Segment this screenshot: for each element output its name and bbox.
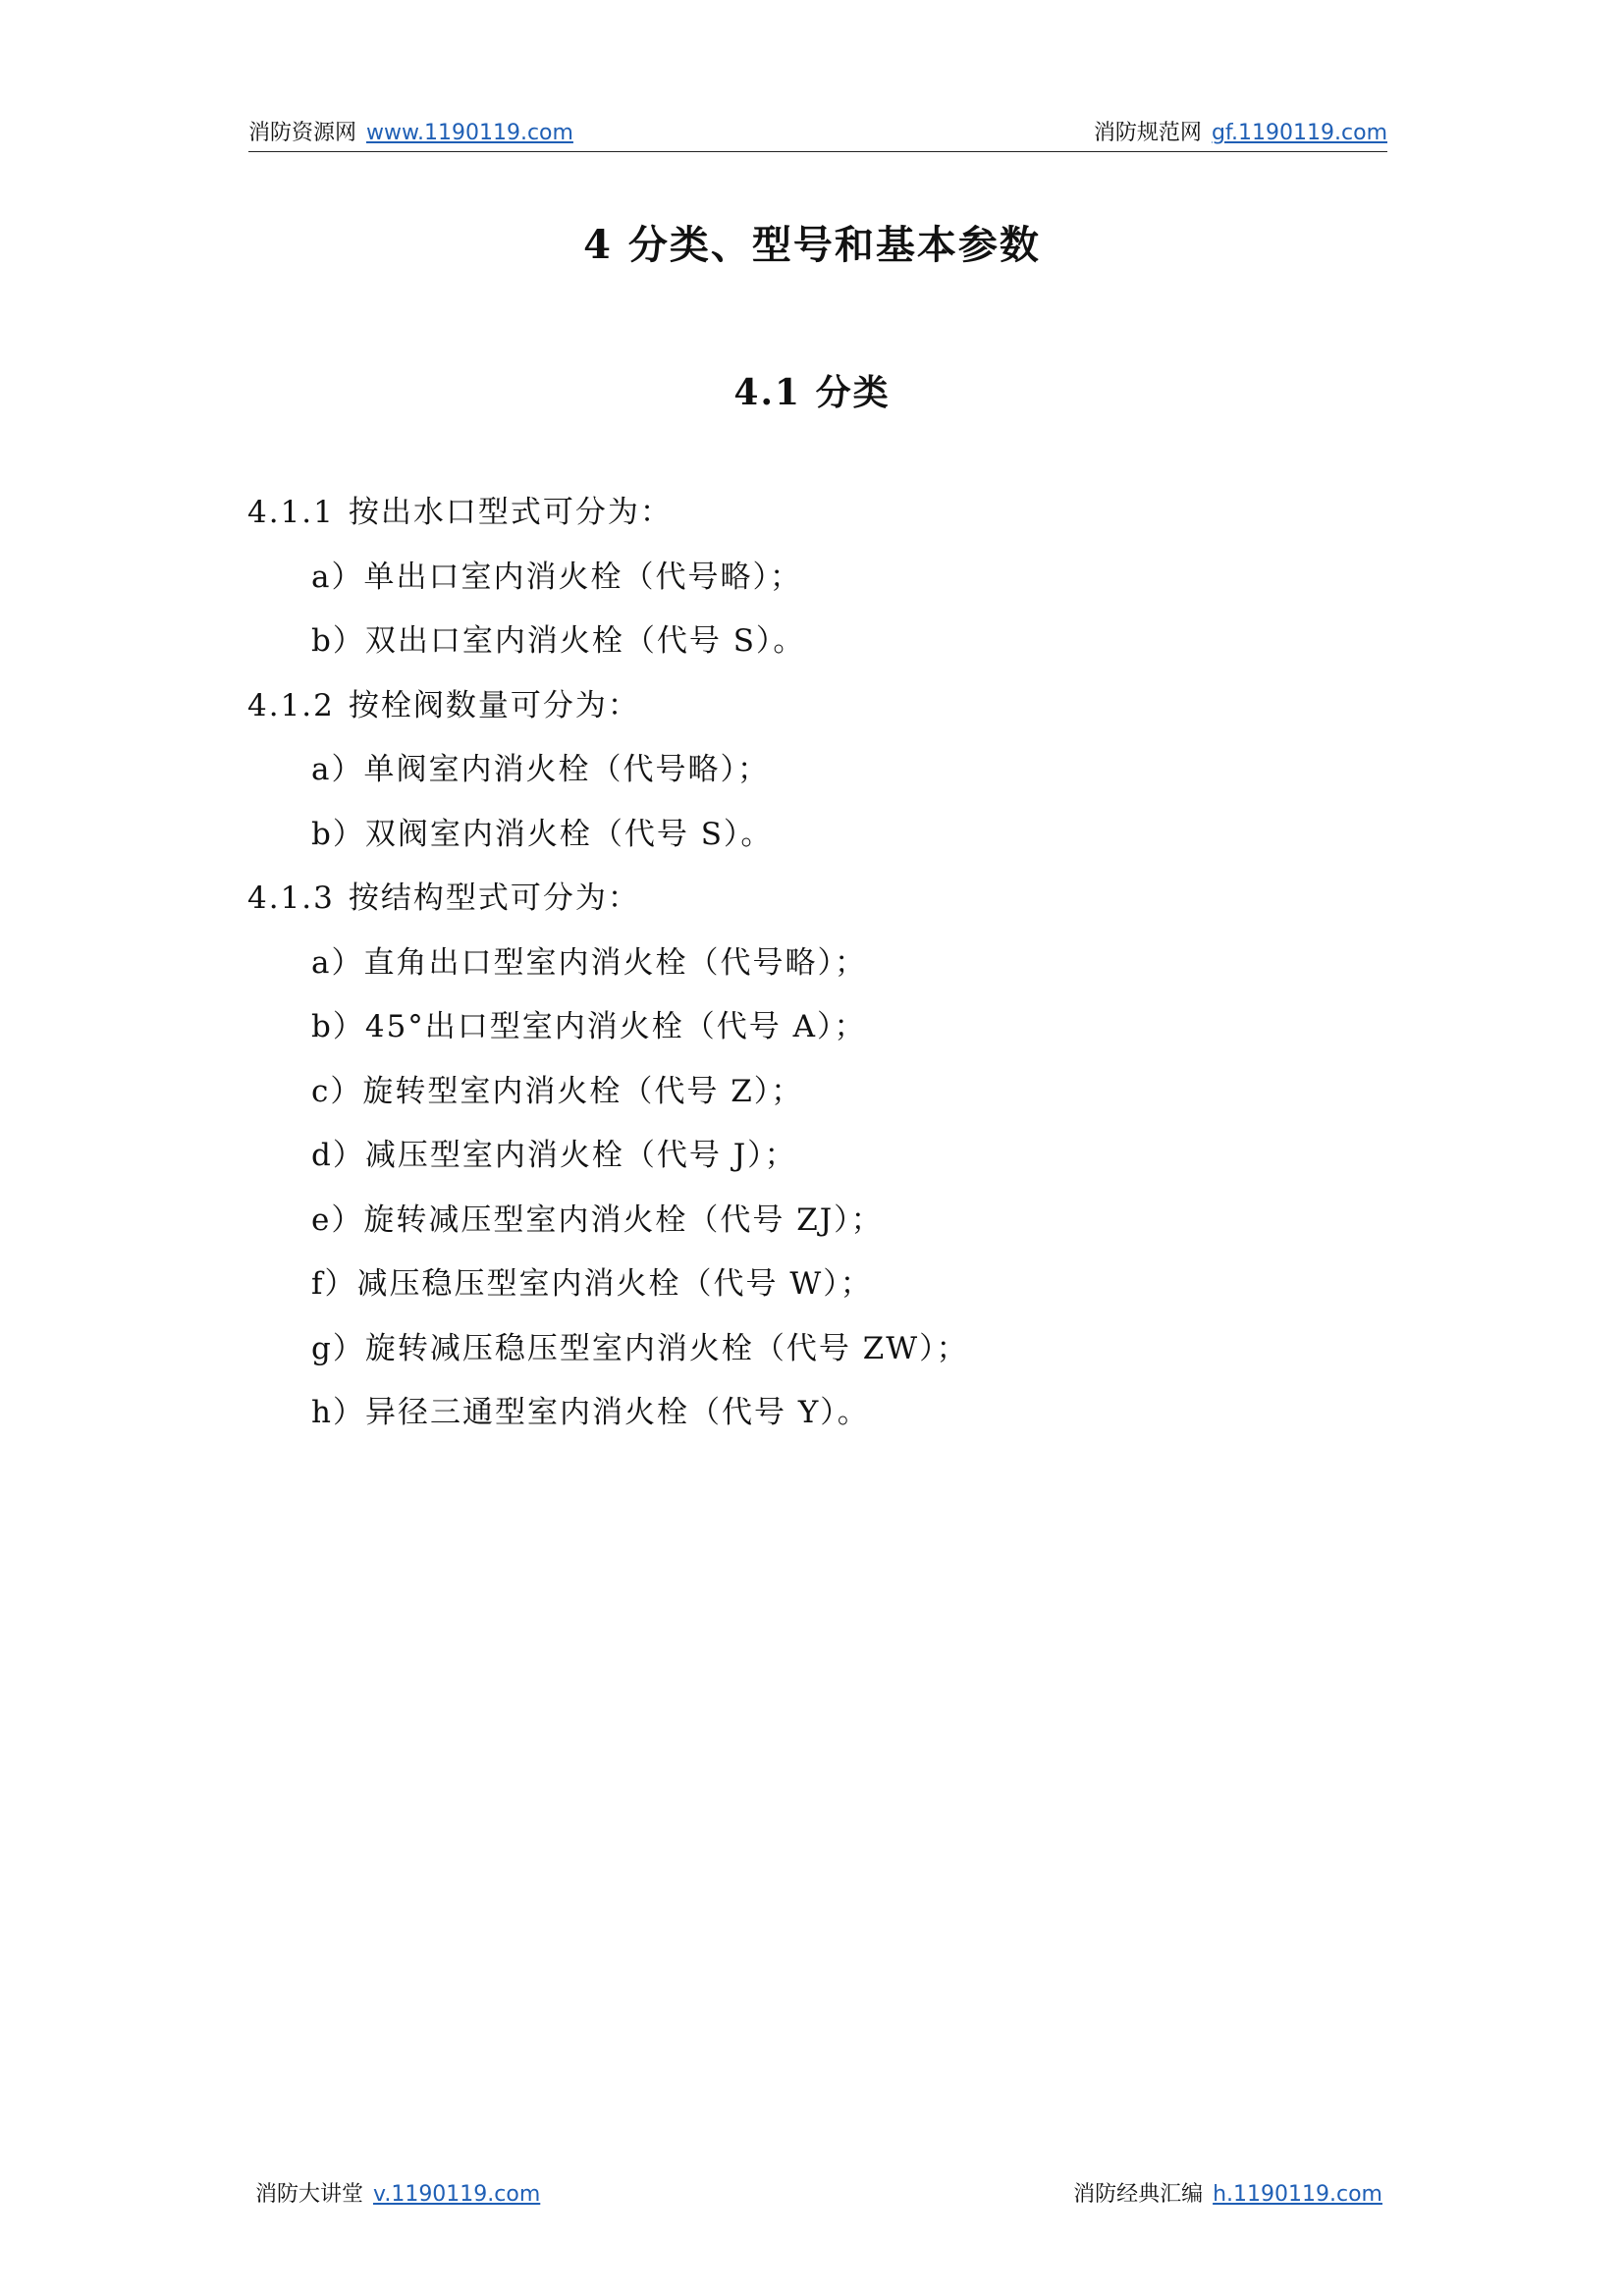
clause-heading <box>247 481 1386 546</box>
header-left-link[interactable]: www.1190119.com <box>366 121 573 145</box>
list-item: e）旋转减压型室内消火栓（代号 ZJ）； <box>311 1201 884 1238</box>
clause-text: 按栓阀数量可分为： <box>348 687 640 723</box>
list-item: d）减压型室内消火栓（代号 J）； <box>311 1138 797 1173</box>
header-left-site-name: 消防资源网 <box>248 121 357 145</box>
list-item: a）单阀室内消火栓（代号略）； <box>311 752 770 787</box>
clause-text: 按结构型式可分为： <box>348 881 640 916</box>
footer-left <box>255 2177 540 2213</box>
page-footer <box>255 2177 1382 2213</box>
page-header <box>248 116 1387 152</box>
header-right-site-name: 消防规范网 <box>1093 121 1202 145</box>
list-item: c）旋转型室内消火栓（代号 Z）； <box>311 1073 804 1109</box>
footer-left-site-name: 消防大讲堂 <box>255 2182 364 2207</box>
header-right-link[interactable]: gf.1190119.com <box>1211 121 1387 145</box>
list-item: b）双出口室内消火栓（代号 S）。 <box>311 623 806 659</box>
list-item: b）双阀室内消火栓（代号 S）。 <box>311 816 774 852</box>
header-left <box>248 116 573 151</box>
clause-number: 4.1.1 <box>247 495 335 530</box>
section-title: 4.1 分类 <box>733 372 891 413</box>
list-item: f）减压稳压型室内消火栓（代号 W）； <box>311 1266 873 1302</box>
list-item: b）45°出口型室内消火栓（代号 A）； <box>311 1009 867 1044</box>
list-item: a）直角出口型室内消火栓（代号略）； <box>311 944 867 981</box>
document-body <box>247 481 1386 1446</box>
clause-number: 4.1.3 <box>247 881 335 916</box>
clause-heading <box>247 674 1386 739</box>
clause-heading <box>247 867 1386 932</box>
list-item: g）旋转减压稳压型室内消火栓（代号 ZW）； <box>311 1330 969 1366</box>
footer-left-link[interactable]: v.1190119.com <box>373 2182 541 2207</box>
clause-text: 按出水口型式可分为： <box>348 495 673 530</box>
clause-number: 4.1.2 <box>247 687 335 723</box>
header-right <box>1094 116 1387 151</box>
chapter-title: 4 分类、型号和基本参数 <box>583 222 1041 268</box>
list-item: a）单出口室内消火栓（代号略）； <box>311 559 802 595</box>
footer-right <box>1073 2177 1382 2213</box>
list-item: h）异径三通型室内消火栓（代号 Y）。 <box>311 1395 870 1430</box>
footer-right-link[interactable]: h.1190119.com <box>1213 2182 1382 2207</box>
footer-right-site-name: 消防经典汇编 <box>1073 2182 1204 2207</box>
